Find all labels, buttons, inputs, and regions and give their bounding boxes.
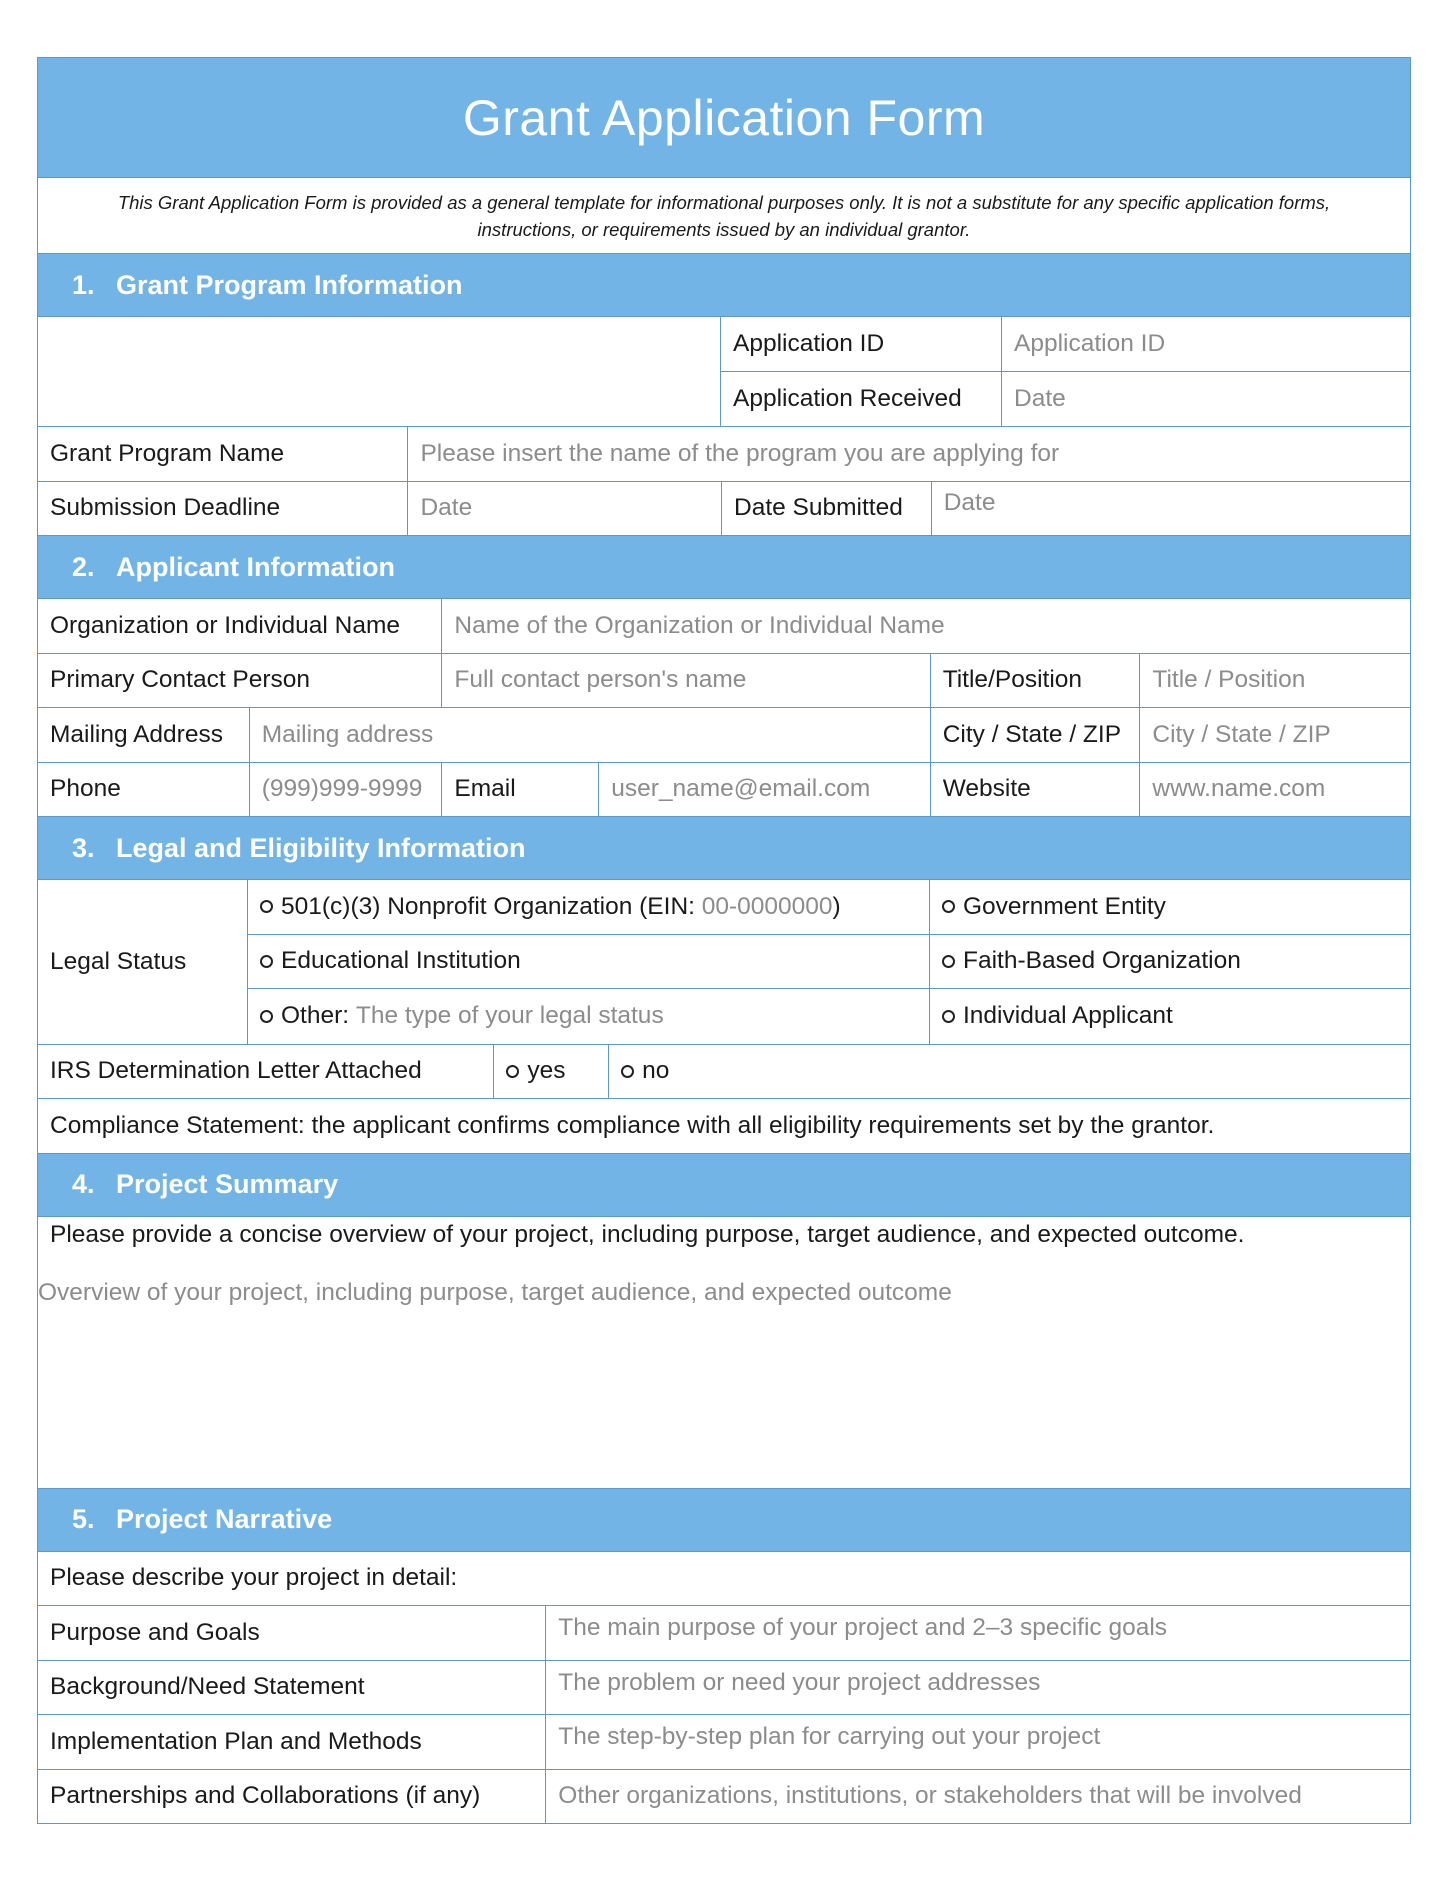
narrative-label: Purpose and Goals bbox=[38, 1606, 546, 1660]
program-name-label: Grant Program Name bbox=[38, 427, 408, 481]
disclaimer-line-1: This Grant Application Form is provided as a general template for informational purposes only. It is not a substitute for any specific application forms, bbox=[117, 191, 1331, 213]
deadline-field[interactable]: Date bbox=[408, 482, 722, 536]
address-row bbox=[38, 708, 1410, 763]
title-position-label: Title/Position bbox=[931, 654, 1141, 708]
narrative-intro: Please describe your project in detail: bbox=[50, 1564, 458, 1592]
narrative-field[interactable]: The main purpose of your project and 2–3 specific goals bbox=[558, 1614, 1168, 1641]
radio-circle-icon[interactable] bbox=[260, 955, 273, 968]
section-1-title: Grant Program Information bbox=[116, 269, 463, 300]
irs-yes-option[interactable] bbox=[494, 1045, 609, 1099]
section-5-title: Project Narrative bbox=[116, 1504, 333, 1534]
contact-label: Primary Contact Person bbox=[38, 654, 442, 708]
option-nonprofit-close: ) bbox=[832, 892, 841, 920]
blank-cell bbox=[38, 317, 721, 426]
irs-no-label: no bbox=[642, 1057, 670, 1085]
radio-circle-icon[interactable] bbox=[260, 1010, 273, 1023]
email-field[interactable]: user_name@email.com bbox=[599, 763, 931, 817]
legal-status-block bbox=[38, 880, 1410, 1045]
legal-status-label: Legal Status bbox=[38, 880, 248, 1044]
option-individual[interactable] bbox=[930, 989, 1410, 1044]
org-label: Organization or Individual Name bbox=[38, 599, 442, 653]
city-field[interactable]: City / State / ZIP bbox=[1152, 720, 1331, 748]
radio-circle-icon[interactable] bbox=[942, 1010, 955, 1023]
radio-circle-icon[interactable] bbox=[506, 1065, 519, 1078]
narrative-intro-row bbox=[38, 1552, 1410, 1607]
ein-placeholder[interactable]: 00-0000000 bbox=[701, 892, 833, 920]
irs-label: IRS Determination Letter Attached bbox=[38, 1045, 494, 1099]
contact-field[interactable]: Full contact person's name bbox=[442, 654, 930, 708]
section-4-number: 4. bbox=[72, 1169, 95, 1199]
section-3-header bbox=[38, 817, 1410, 880]
project-summary-box bbox=[38, 1217, 1410, 1489]
section-3-number: 3. bbox=[72, 832, 95, 863]
section-1-number: 1. bbox=[72, 269, 95, 300]
compliance-statement: Compliance Statement: the applicant confirms compliance with all eligibility requirements set by the grantor. bbox=[50, 1111, 1215, 1139]
irs-row bbox=[38, 1045, 1410, 1100]
program-name-row bbox=[38, 427, 1410, 482]
org-row bbox=[38, 599, 1410, 654]
radio-circle-icon[interactable] bbox=[621, 1065, 634, 1078]
narrative-field[interactable]: The step-by-step plan for carrying out your project bbox=[558, 1723, 1101, 1750]
option-individual-label: Individual Applicant bbox=[963, 1002, 1173, 1030]
narrative-row bbox=[38, 1770, 1410, 1825]
address-field[interactable]: Mailing address bbox=[250, 708, 931, 762]
irs-yes-label: yes bbox=[527, 1057, 566, 1085]
option-nonprofit[interactable] bbox=[248, 880, 930, 934]
option-faith-label: Faith-Based Organization bbox=[963, 947, 1241, 975]
radio-circle-icon[interactable] bbox=[942, 955, 955, 968]
form-title: Grant Application Form bbox=[38, 58, 1410, 178]
section-5-number: 5. bbox=[72, 1504, 95, 1534]
application-info-block bbox=[38, 317, 1410, 427]
option-government[interactable] bbox=[930, 880, 1410, 934]
program-name-field[interactable]: Please insert the name of the program you are applying for bbox=[420, 439, 1060, 467]
application-id-field[interactable]: Application ID bbox=[1014, 329, 1166, 357]
contact-row bbox=[38, 654, 1410, 709]
section-5-header bbox=[38, 1489, 1410, 1552]
date-submitted-label: Date Submitted bbox=[722, 482, 932, 536]
date-submitted-field[interactable]: Date bbox=[943, 488, 996, 516]
option-other-field[interactable]: The type of your legal status bbox=[355, 1002, 664, 1030]
section-3-title: Legal and Eligibility Information bbox=[116, 832, 526, 863]
narrative-row bbox=[38, 1715, 1410, 1770]
deadline-row bbox=[38, 482, 1410, 537]
narrative-row bbox=[38, 1606, 1410, 1661]
section-4-title: Project Summary bbox=[116, 1169, 339, 1199]
compliance-row bbox=[38, 1099, 1410, 1154]
address-label: Mailing Address bbox=[38, 708, 250, 762]
irs-no-option[interactable] bbox=[609, 1045, 1410, 1099]
phone-field[interactable]: (999)999-9999 bbox=[250, 763, 443, 817]
section-4-header bbox=[38, 1154, 1410, 1217]
narrative-label: Implementation Plan and Methods bbox=[38, 1715, 546, 1769]
application-id-label: Application ID bbox=[721, 317, 1002, 371]
narrative-label: Background/Need Statement bbox=[38, 1661, 546, 1715]
deadline-label: Submission Deadline bbox=[38, 482, 408, 536]
disclaimer bbox=[38, 178, 1410, 254]
option-faith[interactable] bbox=[930, 935, 1410, 989]
website-field[interactable]: www.name.com bbox=[1152, 775, 1326, 803]
phone-label: Phone bbox=[38, 763, 250, 817]
radio-circle-icon[interactable] bbox=[942, 900, 955, 913]
website-label: Website bbox=[931, 763, 1141, 817]
section-1-header bbox=[38, 254, 1410, 317]
project-summary-intro: Please provide a concise overview of your project, including purpose, target audience, and expected outcome. bbox=[50, 1220, 1245, 1248]
narrative-field[interactable]: Other organizations, institutions, or stakeholders that will be involved bbox=[558, 1782, 1302, 1810]
grant-application-form bbox=[37, 57, 1411, 1824]
option-government-label: Government Entity bbox=[963, 892, 1166, 920]
section-2-number: 2. bbox=[72, 551, 95, 582]
option-other-label: Other: bbox=[281, 1002, 350, 1030]
email-label: Email bbox=[442, 763, 599, 817]
city-label: City / State / ZIP bbox=[931, 708, 1141, 762]
section-2-header bbox=[38, 536, 1410, 599]
phone-row bbox=[38, 763, 1410, 818]
option-education-label: Educational Institution bbox=[281, 947, 521, 975]
option-other[interactable] bbox=[248, 989, 930, 1044]
narrative-row bbox=[38, 1661, 1410, 1716]
option-nonprofit-label: 501(c)(3) Nonprofit Organization (EIN: bbox=[281, 892, 702, 920]
radio-circle-icon[interactable] bbox=[260, 900, 273, 913]
narrative-field[interactable]: The problem or need your project addresses bbox=[558, 1668, 1041, 1696]
section-2-title: Applicant Information bbox=[116, 551, 395, 582]
application-received-field[interactable]: Date bbox=[1014, 384, 1066, 412]
title-position-field[interactable]: Title / Position bbox=[1152, 666, 1306, 694]
org-field[interactable]: Name of the Organization or Individual Name bbox=[454, 611, 945, 639]
option-education[interactable] bbox=[248, 935, 930, 989]
application-received-label: Application Received bbox=[721, 372, 1002, 427]
disclaimer-line-2: instructions, or requirements issued by an individual grantor. bbox=[477, 218, 971, 240]
project-summary-field[interactable]: Overview of your project, including purpose, target audience, and expected outcome bbox=[38, 1278, 952, 1306]
narrative-label: Partnerships and Collaborations (if any) bbox=[38, 1770, 546, 1824]
